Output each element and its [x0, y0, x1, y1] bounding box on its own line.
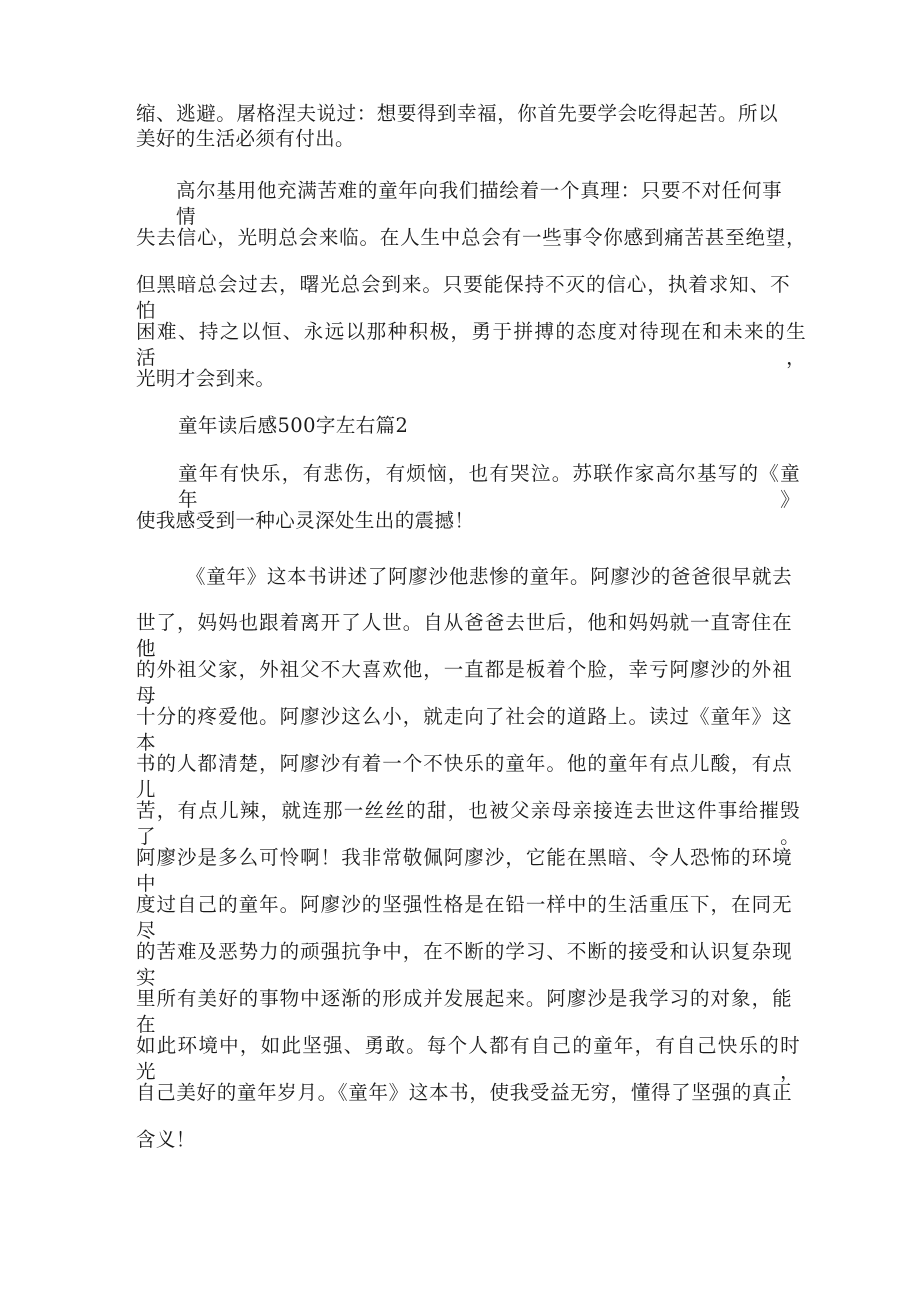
paragraph-line: 童年有快乐，有悲伤，有烦恼，也有哭泣。苏联作家高尔基写的《童年》 [178, 462, 800, 511]
paragraph-line: 失去信心，光明总会来临。在人生中总会有一些事令你感到痛苦甚至绝望， [136, 226, 806, 249]
paragraph-line: 度过自己的童年。阿廖沙的坚强性格是在铅一样中的生活重压下，在同无尽 [136, 893, 792, 942]
paragraph-line: 阿廖沙是多么可怜啊！我非常敬佩阿廖沙，它能在黑暗、令人恐怖的环境中 [136, 846, 792, 895]
paragraph-line: 自己美好的童年岁月。《童年》这本书，使我受益无穷，懂得了坚强的真正 [136, 1081, 792, 1104]
paragraph-line: 《童年》这本书讲述了阿廖沙他悲惨的童年。阿廖沙的爸爸很早就去 [186, 565, 792, 588]
paragraph-line: 苦，有点儿辣，就连那一丝丝的甜，也被父亲母亲接连去世这件事给摧毁了。 [136, 799, 800, 848]
paragraph-line: 书的人都清楚，阿廖沙有着一个不快乐的童年。他的童年有点儿酸，有点儿 [136, 752, 792, 801]
paragraph-line: 的外祖父家，外祖父不大喜欢他，一直都是板着个脸，幸亏阿廖沙的外祖母 [136, 658, 792, 707]
paragraph-line: 里所有美好的事物中逐渐的形成并发展起来。阿廖沙是我学习的对象，能在 [136, 987, 792, 1036]
paragraph-line: 使我感受到一种心灵深处生出的震撼！ [136, 509, 475, 532]
paragraph-line: 十分的疼爱他。阿廖沙这么小，就走向了社会的道路上。读过《童年》这本 [136, 705, 792, 754]
paragraph-line: 美好的生活必须有付出。 [136, 127, 355, 150]
paragraph-line: 光明才会到来。 [136, 367, 276, 390]
section-heading: 童年读后感500字左右篇2 [178, 414, 409, 437]
paragraph-line: 如此环境中，如此坚强、勇敢。每个人都有自己的童年，有自己快乐的时光， [136, 1034, 800, 1083]
paragraph-line: 困难、持之以恒、永远以那种积极，勇于拼搏的态度对待现在和未来的生活， [136, 320, 806, 369]
paragraph-line: 世了，妈妈也跟着离开了人世。自从爸爸去世后，他和妈妈就一直寄住在他 [136, 611, 792, 660]
paragraph-line: 高尔基用他充满苦难的童年向我们描绘着一个真理：只要不对任何事情 [176, 179, 782, 228]
paragraph-line: 但黑暗总会过去，曙光总会到来。只要能保持不灭的信心，执着求知、不怕 [136, 273, 790, 322]
paragraph-line: 缩、逃避。屠格涅夫说过：想要得到幸福，你首先要学会吃得起苦。所以 [136, 102, 778, 125]
paragraph-line: 的苦难及恶势力的顽强抗争中，在不断的学习、不断的接受和认识复杂现实 [136, 940, 792, 989]
paragraph-line: 含义！ [136, 1128, 196, 1151]
